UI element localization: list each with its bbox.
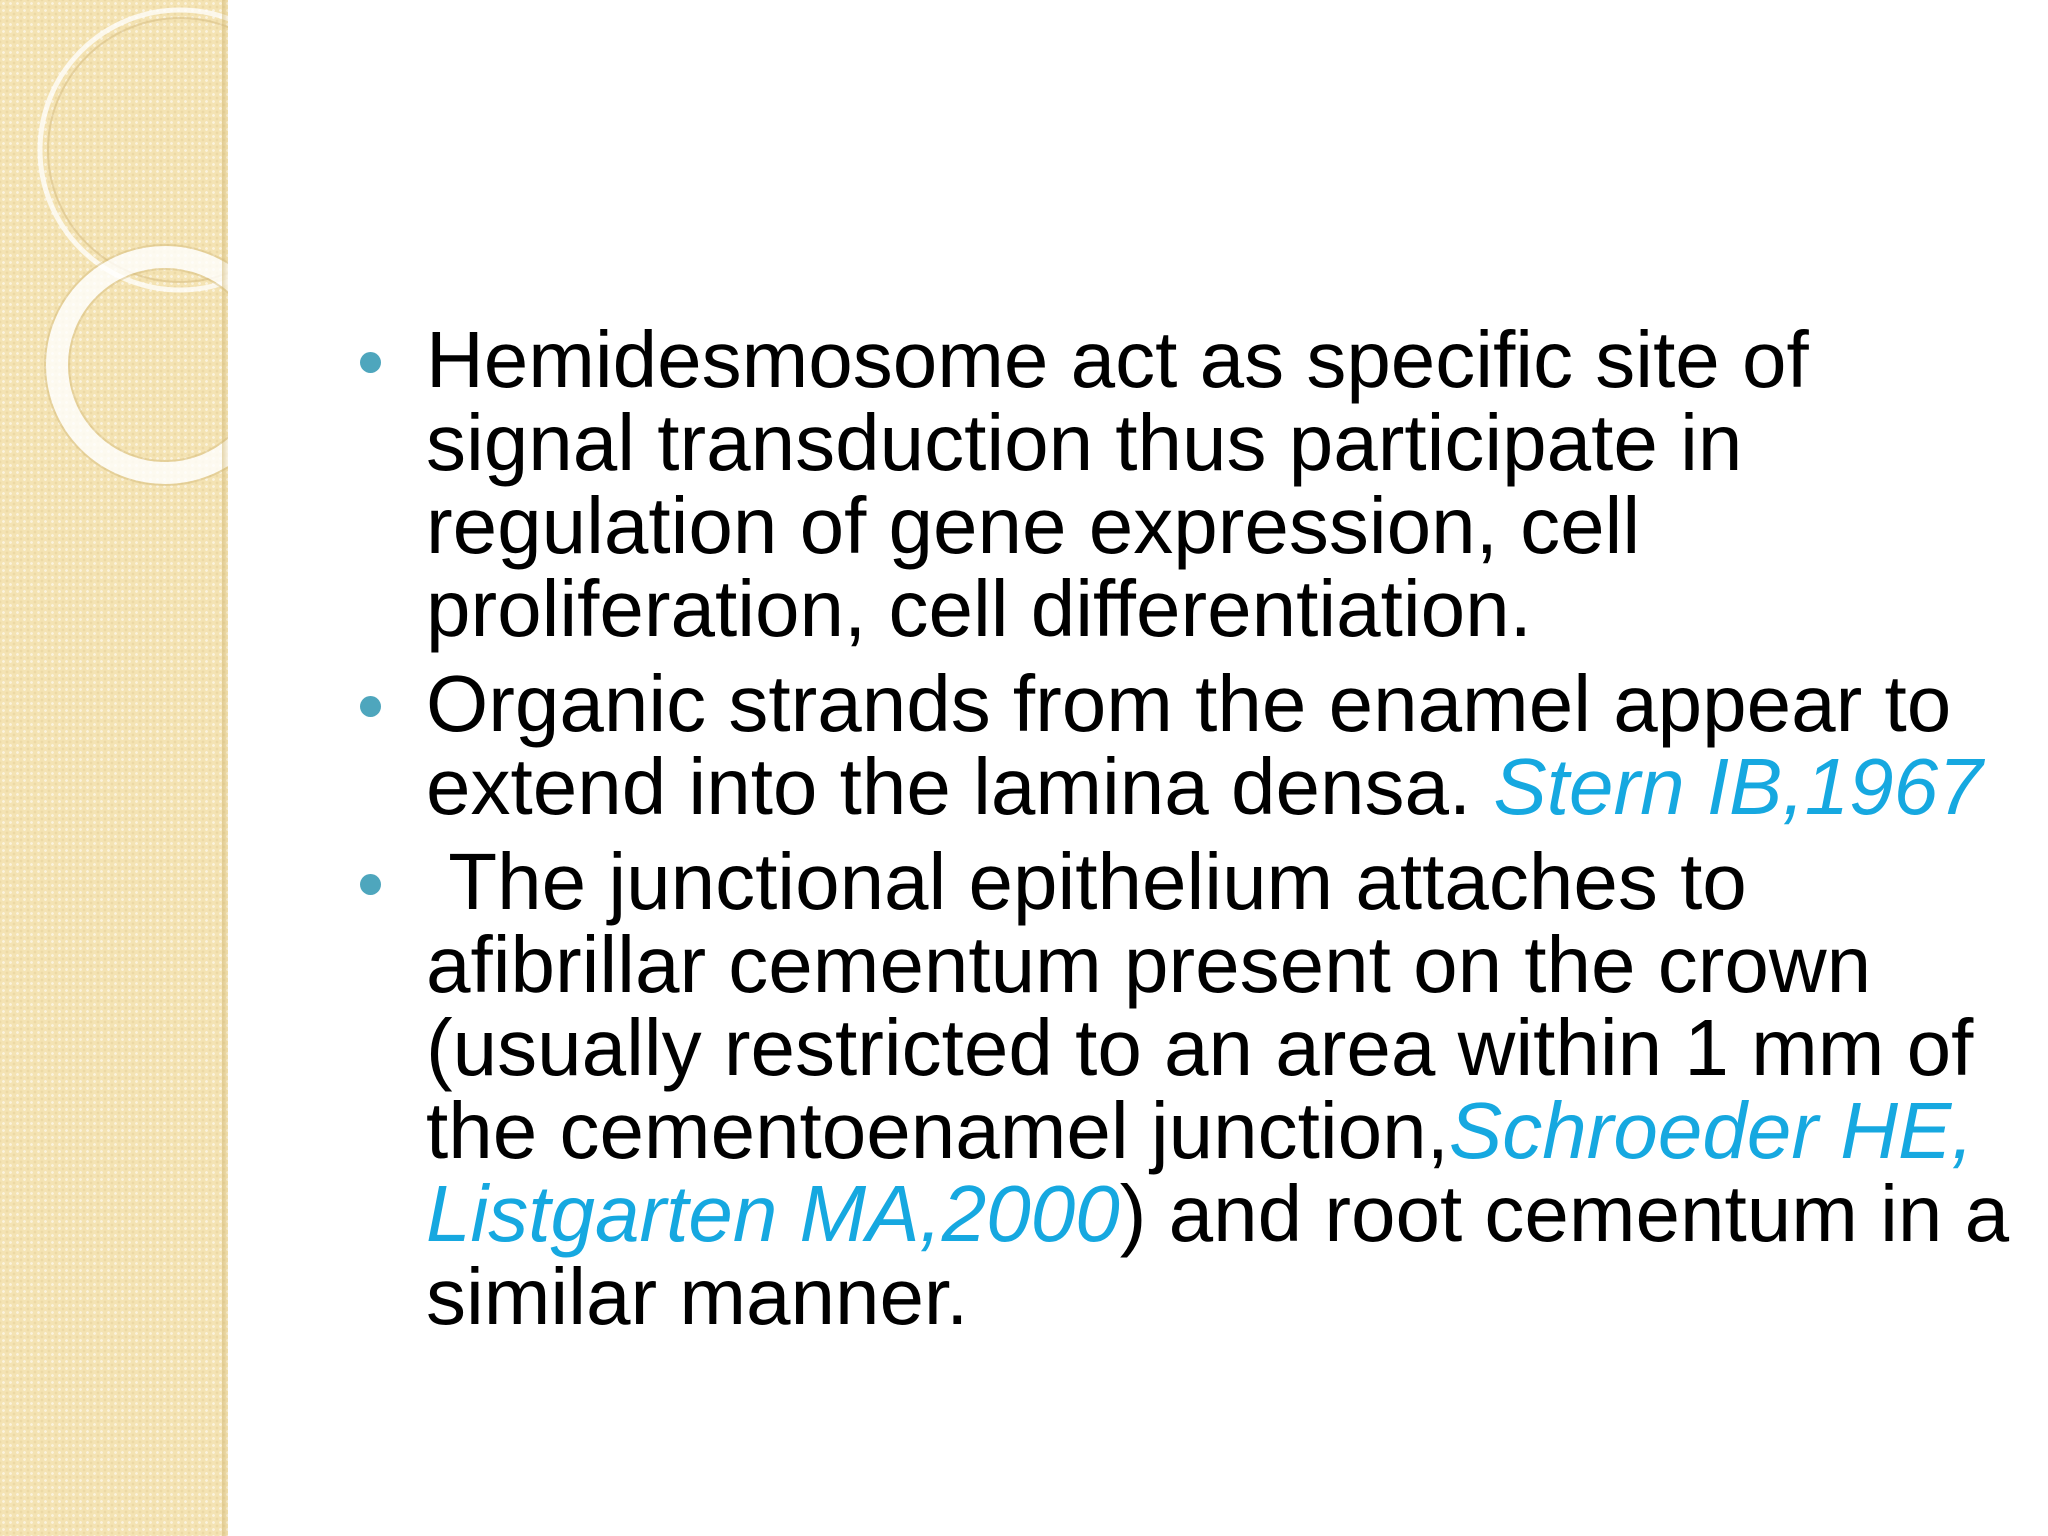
bullet-dot-icon (360, 352, 381, 373)
bullet-item-organic-strands (340, 659, 2020, 831)
bullet-item-hemidesmosome (340, 315, 2020, 653)
bullet-text-continued: ) and root cementum in a similar manner. (426, 1169, 2010, 1341)
bullet-dot-icon (360, 696, 381, 717)
bullet-text: Organic strands from the enamel appear to extend into the lamina densa. (426, 659, 1952, 831)
decorative-rings (0, 0, 228, 520)
bullet-dot-icon (360, 874, 381, 895)
decorative-side-panel (0, 0, 228, 1536)
side-panel-edge (222, 0, 228, 1536)
citation: Schroeder HE, Listgarten MA,2000 (426, 1086, 1974, 1258)
bullet-list (340, 315, 2020, 1350)
citation: Stern IB,1967 (1493, 742, 1983, 831)
bullet-item-junctional-epithelium (340, 837, 2020, 1341)
bullet-text: The junctional epithelium attaches to afibrillar cementum present on the crown (usually restricted to an area within 1 mm of the cementoenamel junction, (426, 837, 1996, 1175)
bullet-text: Hemidesmosome act as specific site of signal transduction thus participate in regulation of gene expression, cell proliferation, cell differentiation. (426, 315, 1809, 653)
